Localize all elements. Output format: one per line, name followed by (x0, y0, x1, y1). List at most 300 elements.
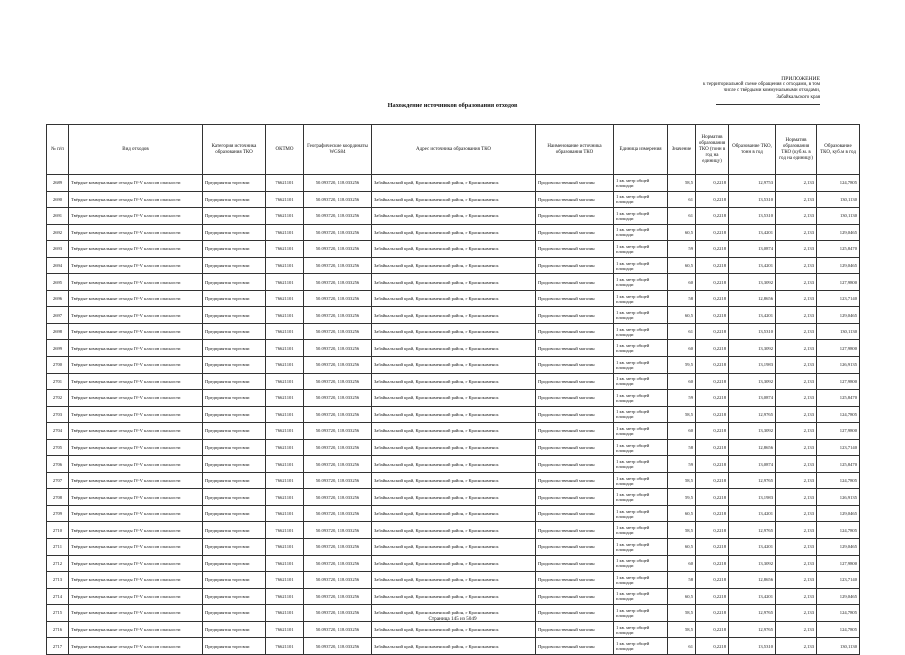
tonnes-per-year-cell: 13,1983 (729, 357, 776, 374)
value-cell: 58 (668, 290, 696, 307)
table-row (47, 638, 860, 655)
table-row (47, 588, 860, 605)
cubic-per-year-cell: 124,7805 (817, 472, 860, 489)
norm-tonnes-cell: 0,2218 (696, 208, 729, 225)
address-cell: Забайкальский край, Краснокаменский район, г Краснокаменск (372, 439, 536, 456)
unit-cell: 1 кв. метр общей площади (614, 456, 668, 473)
unit-cell: 1 кв. метр общей площади (614, 638, 668, 655)
norm-cubic-cell: 2,133 (776, 539, 817, 556)
value-cell: 58,5 (668, 605, 696, 622)
oktmo-code-cell: 76621101 (266, 621, 304, 638)
unit-cell: 1 кв. метр общей площади (614, 175, 668, 192)
source-category-cell: Предприятия торговли (203, 390, 266, 407)
row-number-cell: 2706 (47, 456, 69, 473)
source-category-cell: Предприятия торговли (203, 439, 266, 456)
norm-cubic-cell: 2,133 (776, 406, 817, 423)
cubic-per-year-cell: 126,9135 (817, 489, 860, 506)
table-row (47, 257, 860, 274)
norm-tonnes-cell: 0,2218 (696, 241, 729, 258)
coordinates-cell: 50.093720, 118.033256 (304, 621, 372, 638)
source-category-cell: Предприятия торговли (203, 638, 266, 655)
row-number-cell: 2707 (47, 472, 69, 489)
oktmo-code-cell: 76621101 (266, 373, 304, 390)
source-category-cell: Предприятия торговли (203, 224, 266, 241)
tonnes-per-year-cell: 12,9765 (729, 522, 776, 539)
row-number-cell: 2717 (47, 638, 69, 655)
tonnes-per-year-cell: 13,5310 (729, 638, 776, 655)
norm-tonnes-cell: 0,2218 (696, 605, 729, 622)
coordinates-cell: 50.093720, 118.033256 (304, 274, 372, 291)
address-cell: Забайкальский край, Краснокаменский район, г Краснокаменск (372, 555, 536, 572)
source-category-cell: Предприятия торговли (203, 274, 266, 291)
source-name-cell: Продовольственный магазин (536, 224, 614, 241)
norm-tonnes-cell: 0,2218 (696, 307, 729, 324)
source-name-cell: Продовольственный магазин (536, 505, 614, 522)
norm-cubic-cell: 2,133 (776, 555, 817, 572)
table-row (47, 505, 860, 522)
cubic-per-year-cell: 124,7805 (817, 522, 860, 539)
source-name-cell: Продовольственный магазин (536, 307, 614, 324)
tonnes-per-year-cell: 12,8656 (729, 572, 776, 589)
norm-cubic-cell: 2,133 (776, 572, 817, 589)
tonnes-per-year-cell: 13,1983 (729, 489, 776, 506)
source-category-cell: Предприятия торговли (203, 472, 266, 489)
value-cell: 61 (668, 323, 696, 340)
unit-cell: 1 кв. метр общей площади (614, 224, 668, 241)
oktmo-code-cell: 76621101 (266, 489, 304, 506)
address-cell: Забайкальский край, Краснокаменский район, г Краснокаменск (372, 406, 536, 423)
oktmo-code-cell: 76621101 (266, 439, 304, 456)
cubic-per-year-cell: 124,7805 (817, 605, 860, 622)
col-header: Норматив образования ТКО (куб.м. в год на единицу) (776, 125, 817, 175)
col-header: Наименование источника образования ТКО (536, 125, 614, 175)
norm-tonnes-cell: 0,2218 (696, 456, 729, 473)
row-number-cell: 2705 (47, 439, 69, 456)
norm-tonnes-cell: 0,2218 (696, 257, 729, 274)
coordinates-cell: 50.093720, 118.033256 (304, 522, 372, 539)
oktmo-code-cell: 76621101 (266, 539, 304, 556)
unit-cell: 1 кв. метр общей площади (614, 489, 668, 506)
table-row (47, 406, 860, 423)
source-name-cell: Продовольственный магазин (536, 357, 614, 374)
cubic-per-year-cell: 124,7805 (817, 175, 860, 192)
row-number-cell: 2708 (47, 489, 69, 506)
norm-cubic-cell: 2,133 (776, 472, 817, 489)
source-category-cell: Предприятия торговли (203, 340, 266, 357)
unit-cell: 1 кв. метр общей площади (614, 406, 668, 423)
value-cell: 61 (668, 191, 696, 208)
oktmo-code-cell: 76621101 (266, 241, 304, 258)
row-number-cell: 2698 (47, 323, 69, 340)
value-cell: 61 (668, 638, 696, 655)
table-row (47, 390, 860, 407)
norm-tonnes-cell: 0,2218 (696, 373, 729, 390)
address-cell: Забайкальский край, Краснокаменский район, г Краснокаменск (372, 638, 536, 655)
row-number-cell: 2712 (47, 555, 69, 572)
norm-tonnes-cell: 0,2218 (696, 175, 729, 192)
col-header: Географические координаты WGS84 (304, 125, 372, 175)
coordinates-cell: 50.093720, 118.033256 (304, 373, 372, 390)
table-row (47, 274, 860, 291)
cubic-per-year-cell: 129,0465 (817, 224, 860, 241)
source-name-cell: Продовольственный магазин (536, 323, 614, 340)
norm-tonnes-cell: 0,2218 (696, 406, 729, 423)
norm-cubic-cell: 2,133 (776, 241, 817, 258)
value-cell: 59,5 (668, 489, 696, 506)
source-name-cell: Продовольственный магазин (536, 241, 614, 258)
row-number-cell: 2696 (47, 290, 69, 307)
value-cell: 58,5 (668, 522, 696, 539)
cubic-per-year-cell: 127,9800 (817, 274, 860, 291)
norm-cubic-cell: 2,133 (776, 323, 817, 340)
table-row (47, 357, 860, 374)
row-number-cell: 2689 (47, 175, 69, 192)
norm-tonnes-cell: 0,2218 (696, 390, 729, 407)
value-cell: 60 (668, 423, 696, 440)
row-number-cell: 2704 (47, 423, 69, 440)
source-category-cell: Предприятия торговли (203, 505, 266, 522)
norm-cubic-cell: 2,133 (776, 588, 817, 605)
waste-type-cell: Твёрдые коммунальные отходы IV-V классов опасности (69, 307, 203, 324)
coordinates-cell: 50.093720, 118.033256 (304, 539, 372, 556)
source-name-cell: Продовольственный магазин (536, 274, 614, 291)
source-name-cell: Продовольственный магазин (536, 638, 614, 655)
cubic-per-year-cell: 125,8470 (817, 390, 860, 407)
col-header: Образование ТКО, куб.м в год (817, 125, 860, 175)
unit-cell: 1 кв. метр общей площади (614, 373, 668, 390)
unit-cell: 1 кв. метр общей площади (614, 539, 668, 556)
norm-tonnes-cell: 0,2218 (696, 572, 729, 589)
col-header: Норматив образования ТКО (тонн в год на единицу) (696, 125, 729, 175)
source-name-cell: Продовольственный магазин (536, 539, 614, 556)
table-header-row (47, 125, 860, 175)
tonnes-per-year-cell: 13,3092 (729, 340, 776, 357)
source-category-cell: Предприятия торговли (203, 175, 266, 192)
source-category-cell: Предприятия торговли (203, 357, 266, 374)
address-cell: Забайкальский край, Краснокаменский район, г Краснокаменск (372, 456, 536, 473)
coordinates-cell: 50.093720, 118.033256 (304, 406, 372, 423)
tonnes-per-year-cell: 12,9765 (729, 406, 776, 423)
norm-cubic-cell: 2,133 (776, 489, 817, 506)
tonnes-per-year-cell: 12,9765 (729, 472, 776, 489)
waste-type-cell: Твёрдые коммунальные отходы IV-V классов опасности (69, 638, 203, 655)
row-number-cell: 2703 (47, 406, 69, 423)
col-header: Значение (668, 125, 696, 175)
value-cell: 59 (668, 241, 696, 258)
oktmo-code-cell: 76621101 (266, 208, 304, 225)
source-name-cell: Продовольственный магазин (536, 572, 614, 589)
source-name-cell: Продовольственный магазин (536, 522, 614, 539)
address-cell: Забайкальский край, Краснокаменский район, г Краснокаменск (372, 224, 536, 241)
waste-type-cell: Твёрдые коммунальные отходы IV-V классов опасности (69, 522, 203, 539)
unit-cell: 1 кв. метр общей площади (614, 257, 668, 274)
tonnes-per-year-cell: 13,5310 (729, 323, 776, 340)
norm-cubic-cell: 2,133 (776, 621, 817, 638)
source-category-cell: Предприятия торговли (203, 572, 266, 589)
waste-type-cell: Твёрдые коммунальные отходы IV-V классов опасности (69, 406, 203, 423)
tonnes-per-year-cell: 13,0874 (729, 456, 776, 473)
coordinates-cell: 50.093720, 118.033256 (304, 605, 372, 622)
oktmo-code-cell: 76621101 (266, 274, 304, 291)
value-cell: 60 (668, 340, 696, 357)
norm-cubic-cell: 2,133 (776, 208, 817, 225)
oktmo-code-cell: 76621101 (266, 456, 304, 473)
norm-cubic-cell: 2,133 (776, 307, 817, 324)
tonnes-per-year-cell: 12,9765 (729, 621, 776, 638)
unit-cell: 1 кв. метр общей площади (614, 621, 668, 638)
address-cell: Забайкальский край, Краснокаменский район, г Краснокаменск (372, 274, 536, 291)
page-title: Нахождение источников образования отходов (387, 102, 518, 109)
unit-cell: 1 кв. метр общей площади (614, 208, 668, 225)
value-cell: 58 (668, 439, 696, 456)
cubic-per-year-cell: 130,1130 (817, 191, 860, 208)
value-cell: 60 (668, 555, 696, 572)
waste-type-cell: Твёрдые коммунальные отходы IV-V классов опасности (69, 224, 203, 241)
unit-cell: 1 кв. метр общей площади (614, 505, 668, 522)
col-header: Вид отходов (69, 125, 203, 175)
norm-tonnes-cell: 0,2218 (696, 555, 729, 572)
address-cell: Забайкальский край, Краснокаменский район, г Краснокаменск (372, 175, 536, 192)
norm-cubic-cell: 2,133 (776, 638, 817, 655)
value-cell: 60,5 (668, 505, 696, 522)
col-header: Категория источника образования ТКО (203, 125, 266, 175)
cubic-per-year-cell: 124,7805 (817, 406, 860, 423)
row-number-cell: 2693 (47, 241, 69, 258)
value-cell: 60,5 (668, 539, 696, 556)
unit-cell: 1 кв. метр общей площади (614, 423, 668, 440)
address-cell: Забайкальский край, Краснокаменский район, г Краснокаменск (372, 373, 536, 390)
unit-cell: 1 кв. метр общей площади (614, 290, 668, 307)
col-header: № п/п (47, 125, 69, 175)
cubic-per-year-cell: 127,9800 (817, 373, 860, 390)
waste-type-cell: Твёрдые коммунальные отходы IV-V классов опасности (69, 208, 203, 225)
address-cell: Забайкальский край, Краснокаменский район, г Краснокаменск (372, 257, 536, 274)
table-row (47, 572, 860, 589)
cubic-per-year-cell: 130,1130 (817, 323, 860, 340)
table-row (47, 621, 860, 638)
table-row (47, 323, 860, 340)
address-cell: Забайкальский край, Краснокаменский район, г Краснокаменск (372, 605, 536, 622)
source-name-cell: Продовольственный магазин (536, 439, 614, 456)
coordinates-cell: 50.093720, 118.033256 (304, 224, 372, 241)
norm-tonnes-cell: 0,2218 (696, 489, 729, 506)
source-name-cell: Продовольственный магазин (536, 191, 614, 208)
coordinates-cell: 50.093720, 118.033256 (304, 290, 372, 307)
table-row (47, 522, 860, 539)
cubic-per-year-cell: 125,8470 (817, 241, 860, 258)
waste-type-cell: Твёрдые коммунальные отходы IV-V классов опасности (69, 572, 203, 589)
row-number-cell: 2711 (47, 539, 69, 556)
unit-cell: 1 кв. метр общей площади (614, 522, 668, 539)
cubic-per-year-cell: 130,1130 (817, 208, 860, 225)
waste-type-cell: Твёрдые коммунальные отходы IV-V классов опасности (69, 588, 203, 605)
waste-sources-table (46, 124, 860, 655)
col-header: Образование ТКО, тонн в год (729, 125, 776, 175)
table-row (47, 423, 860, 440)
value-cell: 60 (668, 274, 696, 291)
unit-cell: 1 кв. метр общей площади (614, 588, 668, 605)
cubic-per-year-cell: 123,7140 (817, 572, 860, 589)
norm-cubic-cell: 2,133 (776, 175, 817, 192)
norm-tonnes-cell: 0,2218 (696, 357, 729, 374)
source-name-cell: Продовольственный магазин (536, 390, 614, 407)
coordinates-cell: 50.093720, 118.033256 (304, 456, 372, 473)
tonnes-per-year-cell: 13,3092 (729, 555, 776, 572)
norm-cubic-cell: 2,133 (776, 456, 817, 473)
address-cell: Забайкальский край, Краснокаменский район, г Краснокаменск (372, 340, 536, 357)
coordinates-cell: 50.093720, 118.033256 (304, 307, 372, 324)
norm-cubic-cell: 2,133 (776, 505, 817, 522)
source-category-cell: Предприятия торговли (203, 290, 266, 307)
waste-type-cell: Твёрдые коммунальные отходы IV-V классов опасности (69, 323, 203, 340)
address-cell: Забайкальский край, Краснокаменский район, г Краснокаменск (372, 489, 536, 506)
value-cell: 60,5 (668, 257, 696, 274)
cubic-per-year-cell: 123,7140 (817, 439, 860, 456)
waste-type-cell: Твёрдые коммунальные отходы IV-V классов опасности (69, 505, 203, 522)
coordinates-cell: 50.093720, 118.033256 (304, 423, 372, 440)
table-row (47, 539, 860, 556)
col-header: Единица измерения (614, 125, 668, 175)
waste-type-cell: Твёрдые коммунальные отходы IV-V классов опасности (69, 472, 203, 489)
value-cell: 61 (668, 208, 696, 225)
coordinates-cell: 50.093720, 118.033256 (304, 472, 372, 489)
appendix-line: числе с твёрдыми коммунальными отходами, (723, 88, 820, 94)
norm-tonnes-cell: 0,2218 (696, 423, 729, 440)
waste-type-cell: Твёрдые коммунальные отходы IV-V классов опасности (69, 456, 203, 473)
coordinates-cell: 50.093720, 118.033256 (304, 572, 372, 589)
norm-cubic-cell: 2,133 (776, 522, 817, 539)
coordinates-cell: 50.093720, 118.033256 (304, 555, 372, 572)
address-cell: Забайкальский край, Краснокаменский район, г Краснокаменск (372, 539, 536, 556)
source-name-cell: Продовольственный магазин (536, 621, 614, 638)
value-cell: 58,5 (668, 406, 696, 423)
oktmo-code-cell: 76621101 (266, 340, 304, 357)
coordinates-cell: 50.093720, 118.033256 (304, 588, 372, 605)
cubic-per-year-cell: 127,9800 (817, 340, 860, 357)
unit-cell: 1 кв. метр общей площади (614, 605, 668, 622)
oktmo-code-cell: 76621101 (266, 290, 304, 307)
table-row (47, 555, 860, 572)
norm-tonnes-cell: 0,2218 (696, 588, 729, 605)
norm-tonnes-cell: 0,2218 (696, 472, 729, 489)
value-cell: 60,5 (668, 588, 696, 605)
oktmo-code-cell: 76621101 (266, 638, 304, 655)
tonnes-per-year-cell: 13,0874 (729, 241, 776, 258)
source-category-cell: Предприятия торговли (203, 373, 266, 390)
unit-cell: 1 кв. метр общей площади (614, 439, 668, 456)
tonnes-per-year-cell: 13,4201 (729, 505, 776, 522)
coordinates-cell: 50.093720, 118.033256 (304, 638, 372, 655)
row-number-cell: 2692 (47, 224, 69, 241)
oktmo-code-cell: 76621101 (266, 307, 304, 324)
norm-cubic-cell: 2,133 (776, 423, 817, 440)
table-row (47, 307, 860, 324)
oktmo-code-cell: 76621101 (266, 605, 304, 622)
tonnes-per-year-cell: 13,3092 (729, 274, 776, 291)
page-number: Страница 145 из 5049 (428, 616, 477, 622)
coordinates-cell: 50.093720, 118.033256 (304, 439, 372, 456)
waste-type-cell: Твёрдые коммунальные отходы IV-V классов опасности (69, 439, 203, 456)
waste-type-cell: Твёрдые коммунальные отходы IV-V классов опасности (69, 489, 203, 506)
table-row (47, 439, 860, 456)
waste-type-cell: Твёрдые коммунальные отходы IV-V классов опасности (69, 539, 203, 556)
cubic-per-year-cell: 129,0465 (817, 588, 860, 605)
coordinates-cell: 50.093720, 118.033256 (304, 505, 372, 522)
value-cell: 58,5 (668, 175, 696, 192)
norm-tonnes-cell: 0,2218 (696, 340, 729, 357)
row-number-cell: 2700 (47, 357, 69, 374)
unit-cell: 1 кв. метр общей площади (614, 323, 668, 340)
unit-cell: 1 кв. метр общей площади (614, 472, 668, 489)
address-cell: Забайкальский край, Краснокаменский район, г Краснокаменск (372, 307, 536, 324)
coordinates-cell: 50.093720, 118.033256 (304, 489, 372, 506)
unit-cell: 1 кв. метр общей площади (614, 357, 668, 374)
source-category-cell: Предприятия торговли (203, 588, 266, 605)
address-cell: Забайкальский край, Краснокаменский район, г Краснокаменск (372, 621, 536, 638)
oktmo-code-cell: 76621101 (266, 555, 304, 572)
tonnes-per-year-cell: 13,4201 (729, 307, 776, 324)
appendix-title: ПРИЛОЖЕНИЕ (781, 76, 820, 82)
value-cell: 60,5 (668, 224, 696, 241)
source-name-cell: Продовольственный магазин (536, 208, 614, 225)
address-cell: Забайкальский край, Краснокаменский район, г Краснокаменск (372, 390, 536, 407)
coordinates-cell: 50.093720, 118.033256 (304, 241, 372, 258)
norm-cubic-cell: 2,133 (776, 274, 817, 291)
norm-cubic-cell: 2,133 (776, 390, 817, 407)
coordinates-cell: 50.093720, 118.033256 (304, 208, 372, 225)
table-row (47, 340, 860, 357)
source-category-cell: Предприятия торговли (203, 555, 266, 572)
oktmo-code-cell: 76621101 (266, 472, 304, 489)
tonnes-per-year-cell: 13,5310 (729, 208, 776, 225)
waste-type-cell: Твёрдые коммунальные отходы IV-V классов опасности (69, 274, 203, 291)
table-row (47, 472, 860, 489)
col-header: Адрес источника образования ТКО (372, 125, 536, 175)
unit-cell: 1 кв. метр общей площади (614, 390, 668, 407)
row-number-cell: 2714 (47, 588, 69, 605)
value-cell: 59 (668, 390, 696, 407)
value-cell: 59,5 (668, 357, 696, 374)
cubic-per-year-cell: 124,7805 (817, 621, 860, 638)
table-row (47, 175, 860, 192)
waste-type-cell: Твёрдые коммунальные отходы IV-V классов опасности (69, 390, 203, 407)
source-category-cell: Предприятия торговли (203, 423, 266, 440)
unit-cell: 1 кв. метр общей площади (614, 572, 668, 589)
source-name-cell: Продовольственный магазин (536, 472, 614, 489)
source-name-cell: Продовольственный магазин (536, 456, 614, 473)
source-category-cell: Предприятия торговли (203, 257, 266, 274)
address-cell: Забайкальский край, Краснокаменский район, г Краснокаменск (372, 472, 536, 489)
coordinates-cell: 50.093720, 118.033256 (304, 390, 372, 407)
source-name-cell: Продовольственный магазин (536, 489, 614, 506)
row-number-cell: 2690 (47, 191, 69, 208)
cubic-per-year-cell: 129,0465 (817, 307, 860, 324)
address-cell: Забайкальский край, Краснокаменский район, г Краснокаменск (372, 290, 536, 307)
source-category-cell: Предприятия торговли (203, 522, 266, 539)
row-number-cell: 2699 (47, 340, 69, 357)
value-cell: 60 (668, 373, 696, 390)
address-cell: Забайкальский край, Краснокаменский район, г Краснокаменск (372, 588, 536, 605)
coordinates-cell: 50.093720, 118.033256 (304, 340, 372, 357)
row-number-cell: 2701 (47, 373, 69, 390)
cubic-per-year-cell: 125,8470 (817, 456, 860, 473)
address-cell: Забайкальский край, Краснокаменский район, г Краснокаменск (372, 241, 536, 258)
oktmo-code-cell: 76621101 (266, 423, 304, 440)
source-name-cell: Продовольственный магазин (536, 373, 614, 390)
tonnes-per-year-cell: 13,0874 (729, 390, 776, 407)
tonnes-per-year-cell: 13,5310 (729, 191, 776, 208)
table-row (47, 373, 860, 390)
